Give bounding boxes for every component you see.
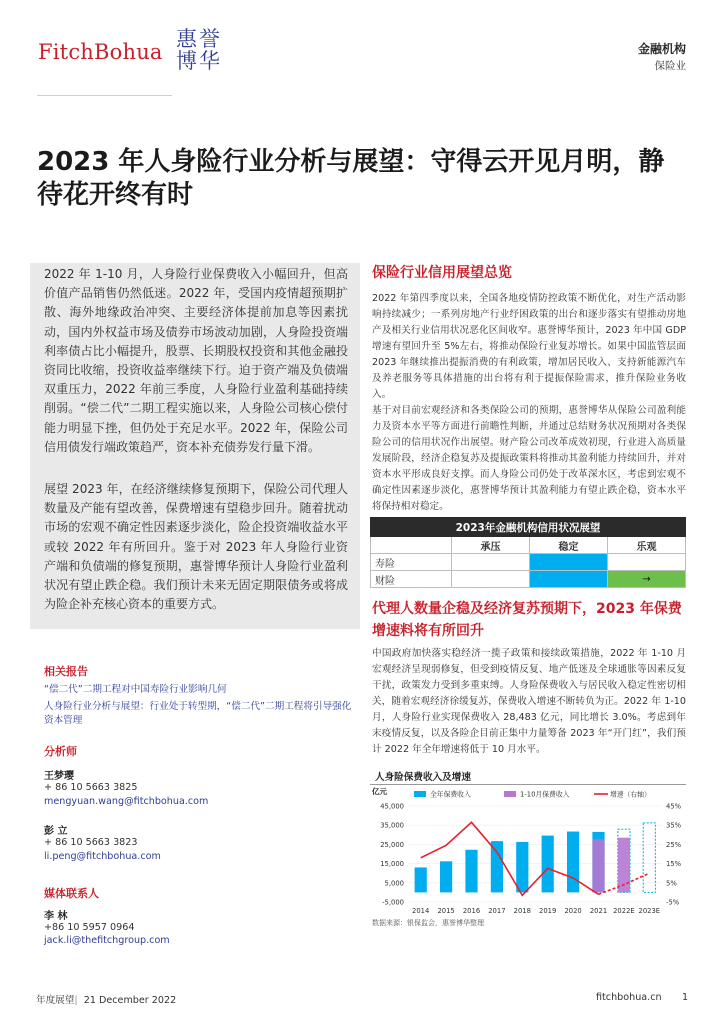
media-contact-email[interactable]: jack.li@thefitchgroup.com	[44, 935, 170, 946]
chart-bar-annual	[491, 841, 503, 892]
page-number: 1	[682, 992, 689, 1003]
related-report-link[interactable]: “偿二代”二期工程对中国寿险行业影响几何	[44, 684, 227, 695]
analyst-name: 王梦璎	[44, 771, 74, 782]
section-heading-outlook: 保险行业信用展望总览	[372, 265, 512, 281]
outlook-cell	[452, 554, 530, 571]
media-contact-heading: 媒体联系人	[44, 887, 99, 900]
chart-left-tick: 15,000	[380, 860, 404, 869]
summary-paragraph-1: 2022 年 1-10 月，人身险行业保费收入小幅回升，但高价值产品销售仍然低迷。2022 年，受国内疫情超预期扩散、海外地缘政治冲突、主要经济体提前加息等因素扰动，国内外权益市场及债券市场波动加剧，人身险投资端利率债占比小幅提升，股票、长期股权投资和其他金融投资同比收缩，投资收益率继续下行。迫于资产端及负债端双重压力，2022 年前三季度，人身险行业盈利基础持续削弱。“偿二代”二期工程实施以来，人身险公司核心偿付能力明显下挫，但仍处于充足水平。2022 年，保险公司信用债发行端政策趋严，资本补充债券发行量下滑。	[44, 267, 348, 454]
chart-divider	[370, 784, 686, 785]
chart-left-tick: 25,000	[380, 840, 404, 849]
institution-label: 金融机构	[637, 42, 686, 56]
chart-x-tick: 2014	[412, 907, 430, 915]
chart-title: 人身险保费收入及增速	[375, 772, 471, 783]
related-reports-heading: 相关报告	[44, 665, 88, 678]
outlook-table-header	[371, 537, 452, 554]
chart-legend-swatch	[414, 791, 426, 797]
chart-source: 数据来源：银保监会，惠誉博华整理	[372, 919, 484, 927]
chart-x-tick: 2023E	[638, 907, 661, 915]
table-row	[371, 571, 686, 588]
chart-x-tick: 2019	[539, 907, 557, 915]
outlook-paragraph-2: 基于对目前宏观经济和各类保险公司的预期，惠誉博华从保险公司盈利能力及资本水平等方面进行前瞻性判断，并通过总结财务状况预期对各类保险公司的信用状况作出展望。财产险公司改革成效初现，行业进入高质量发展阶段，经济企稳复苏及提振政策料将推动其盈利能力持续回升，并对资本水平形成良好支撑。而人身险公司仍处于改革深水区，考虑到宏观不确定性因素逐步淡化，惠誉博华预计其盈利能力有望止跌企稳，资本水平将保持相对稳定。	[372, 405, 686, 512]
chart-bar-annual	[440, 861, 452, 892]
chart-left-tick: -5,000	[382, 898, 404, 907]
chart-bar-annual	[516, 842, 528, 892]
chart-bar-annual	[415, 867, 427, 892]
outlook-table-title: 2023年金融机构信用状况展望	[371, 518, 686, 537]
chart-x-tick: 2015	[437, 907, 455, 915]
chart-left-tick: 5,000	[384, 879, 404, 888]
chart-right-tick: 25%	[666, 840, 682, 849]
chart-right-tick: 15%	[666, 860, 682, 869]
brand-logo-seal: 惠誉博华	[176, 27, 222, 73]
chart-legend-swatch	[504, 791, 516, 797]
chart-right-tick: -5%	[666, 898, 680, 907]
outlook-cell-stable	[530, 554, 608, 571]
outlook-table-header: 乐观	[608, 537, 686, 554]
premium-paragraph: 中国政府加快落实稳经济一揽子政策和接续政策措施，2022 年 1-10 月宏观经济呈现弱修复，但受到疫情反复、地产低迷及全球通胀等因素反复干扰，政策发力受到多重束缚。人身险保费收入与居民收入稳定性密切相关，随着宏观经济徐缓复苏，保费收入增速不断转负为正。2022 年 1-10 月，人身险行业实现保费收入 28,483 亿元，同比增长 3.0%。考虑到年末疫情反复，以及各险企目前正集中力量筹备 2023 年“开门红”，我们预计 2022 年全年增速将低于 10 月水平。	[372, 648, 686, 755]
chart-right-tick: 5%	[666, 879, 677, 888]
chart-bar-annual	[542, 836, 554, 893]
footer-left: 年度展望| 21 December 2022	[36, 995, 177, 1006]
chart-bar-annual	[567, 832, 579, 893]
chart-bar-jan-oct	[592, 839, 604, 892]
media-contact-phone: +86 10 5957 0964	[44, 922, 135, 933]
analyst-phone: + 86 10 5663 3825	[44, 782, 138, 793]
chart-x-tick: 2018	[513, 907, 531, 915]
analyst-email[interactable]: mengyuan.wang@fitchbohua.com	[44, 796, 209, 807]
outlook-table	[370, 517, 686, 588]
row-label: 寿险	[371, 554, 452, 571]
outlook-paragraph-1: 2022 年第四季度以来，全国各地疫情防控政策不断优化，对生产活动影响持续减少；一系列房地产行业纾困政策的出台和逐步落实有望推动房地产及相关行业信用状况恶化区间收窄。惠誉博华预计，2023 年中国 GDP 增速有望回升至 5%左右，将推动保险行业复苏增长。如果中国监管层面 2023 年继续推出提振消费的有利政策，增加居民收入、支持新能源汽车及养老服务等具体措施的出台将有利于提振保险需求，推升保险业务收入。	[372, 293, 686, 400]
outlook-cell	[608, 554, 686, 571]
chart-bar-annual	[643, 823, 655, 893]
analysts-heading: 分析师	[44, 745, 77, 758]
sector-label: 保险业	[654, 60, 686, 72]
chart-x-tick: 2017	[488, 907, 506, 915]
outlook-cell	[452, 571, 530, 588]
page-title: 2023 年人身险行业分析与展望：守得云开见月明，静待花开终有时	[37, 147, 665, 210]
analyst-name: 彭 立	[44, 826, 68, 837]
chart-legend-label: 1-10月保费收入	[520, 790, 570, 799]
analyst-phone: + 86 10 5663 3823	[44, 837, 138, 848]
chart-legend-label: 全年保费收入	[430, 790, 471, 799]
chart-right-tick: 35%	[666, 821, 682, 830]
summary-paragraph-2: 展望 2023 年，在经济继续修复预期下，保险公司代理人数量及产能有望改善，保费增速有望稳步回升。随着扰动市场的宏观不确定性因素逐步淡化，险企投资端收益水平或较 2022 年有所回升。鉴于对 2023 年人身险行业资产端和负债端的修复预期，惠誉博华预计人身险行业盈利状况有望止跌企稳。我们预计未来无固定期限债务或将成为险企补充核心资本的重要方式。	[44, 482, 348, 612]
chart-x-tick: 2020	[564, 907, 582, 915]
brand-logo-text: FitchBohua	[38, 40, 163, 64]
chart-left-tick: 35,000	[380, 821, 404, 830]
chart-legend-label: 增速（右轴）	[610, 790, 651, 799]
outlook-cell-optimistic: →	[608, 571, 686, 588]
analyst-email[interactable]: li.peng@fitchbohua.com	[44, 851, 161, 862]
footer-site[interactable]: fitchbohua.cn	[596, 992, 662, 1003]
chart-right-tick: 45%	[666, 802, 682, 811]
related-report-link[interactable]: 人身险行业分析与展望：行业处于转型期，“偿二代”二期工程将引导强化资本管理	[44, 701, 352, 726]
outlook-table-header: 承压	[452, 537, 530, 554]
chart-left-unit: 亿元	[372, 787, 387, 796]
footer-report-type: 年度展望	[36, 995, 75, 1006]
table-row	[371, 554, 686, 571]
outlook-table-header: 稳定	[530, 537, 608, 554]
section-heading-premium: 代理人数量企稳及经济复苏预期下，2023 年保费增速料将有所回升	[372, 601, 682, 639]
row-label: 财险	[371, 571, 452, 588]
header-divider	[37, 95, 172, 96]
chart-x-tick: 2022E	[613, 907, 635, 915]
media-contact-name: 李 林	[44, 911, 68, 922]
outlook-cell-stable	[530, 571, 608, 588]
chart-left-tick: 45,000	[380, 802, 404, 811]
chart-x-tick: 2016	[462, 907, 481, 915]
chart-bar-annual	[465, 850, 477, 893]
footer-date: 21 December 2022	[83, 995, 177, 1006]
chart-x-tick: 2021	[589, 907, 608, 915]
premium-chart	[370, 786, 690, 916]
summary-box	[30, 263, 360, 629]
